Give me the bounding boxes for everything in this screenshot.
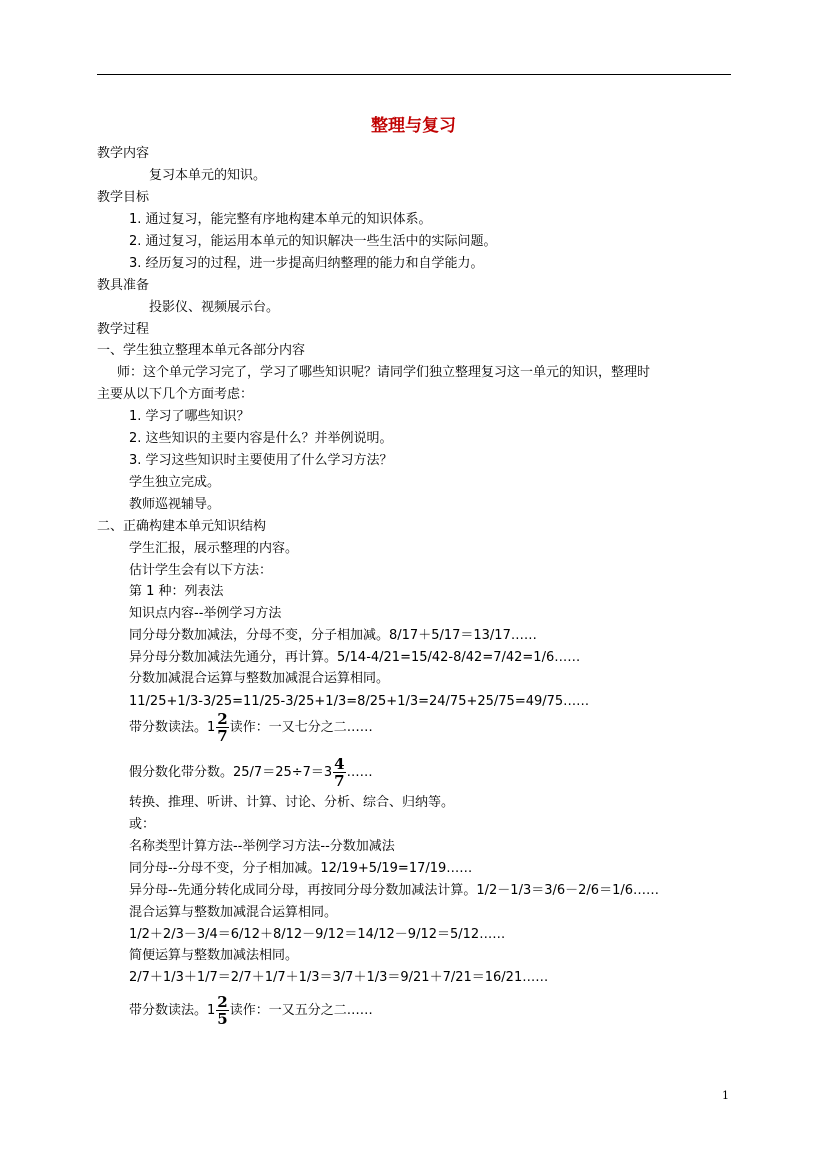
paragraph: 异分母分数加减法先通分，再计算。5/14-4/21=15/42-8/42=7/42=1/6…… bbox=[129, 650, 581, 665]
paragraph: 主要从以下几个方面考虑： bbox=[97, 387, 254, 402]
page-title: 整理与复习 bbox=[371, 116, 456, 136]
paragraph: 学生独立完成。 bbox=[129, 475, 221, 490]
heading-objectives: 教学目标 bbox=[97, 190, 150, 205]
heading-process: 教学过程 bbox=[97, 322, 150, 337]
paragraph: 异分母--先通分转化成同分母，再按同分母分数加减法计算。1/2－1/3＝3/6－2/6＝1/6…… bbox=[129, 883, 659, 898]
fraction bbox=[333, 756, 345, 789]
paragraph: 投影仪、视频展示台。 bbox=[149, 300, 280, 315]
line-text: 读作：一又七分之二…… bbox=[229, 720, 373, 735]
list-item: 3. 经历复习的过程，进一步提高归纳整理的能力和自学能力。 bbox=[129, 256, 484, 271]
section-heading: 二、正确构建本单元知识结构 bbox=[97, 519, 267, 534]
list-item: 3. 学习这些知识时主要使用了什么学习方法？ bbox=[129, 453, 393, 468]
fraction bbox=[216, 711, 228, 744]
paragraph: 教师巡视辅导。 bbox=[129, 497, 221, 512]
paragraph: 分数加减混合运算与整数加减混合运算相同。 bbox=[129, 671, 390, 686]
page-number: 1 bbox=[722, 1089, 729, 1102]
line-text: 带分数读法。1 bbox=[129, 1003, 216, 1018]
fraction bbox=[216, 994, 228, 1027]
mixed-number-line bbox=[129, 711, 373, 744]
line-text: …… bbox=[346, 765, 373, 780]
paragraph: 名称类型计算方法--举例学习方法--分数加减法 bbox=[129, 839, 395, 854]
paragraph: 估计学生会有以下方法： bbox=[129, 563, 273, 578]
fraction-numerator: 2 bbox=[217, 993, 228, 1011]
heading-content: 教学内容 bbox=[97, 146, 150, 161]
paragraph: 简便运算与整数加减法相同。 bbox=[129, 948, 299, 963]
list-item: 2. 这些知识的主要内容是什么？并举例说明。 bbox=[129, 431, 393, 446]
paragraph: 2/7＋1/3＋1/7＝2/7＋1/7＋1/3＝3/7＋1/3＝9/21＋7/21＝16/21…… bbox=[129, 970, 549, 985]
list-item: 2. 通过复习，能运用本单元的知识解决一些生活中的实际问题。 bbox=[129, 234, 497, 249]
paragraph: 师：这个单元学习完了，学习了哪些知识呢？请同学们独立整理复习这一单元的知识，整理时 bbox=[117, 365, 651, 380]
paragraph: 1/2＋2/3－3/4＝6/12＋8/12－9/12＝14/12－9/12＝5/12…… bbox=[129, 927, 506, 942]
paragraph: 复习本单元的知识。 bbox=[149, 168, 267, 183]
line-text: 读作：一又五分之二…… bbox=[229, 1003, 373, 1018]
fraction-denominator: 7 bbox=[334, 772, 345, 790]
paragraph: 转换、推理、听讲、计算、讨论、分析、综合、归纳等。 bbox=[129, 795, 455, 810]
mixed-number-line bbox=[129, 994, 373, 1027]
paragraph: 混合运算与整数加减混合运算相同。 bbox=[129, 905, 338, 920]
paragraph: 11/25+1/3-3/25=11/25-3/25+1/3=8/25+1/3=24/75+25/75=49/75…… bbox=[129, 694, 590, 709]
list-item: 1. 学习了哪些知识？ bbox=[129, 409, 250, 424]
section-heading: 一、学生独立整理本单元各部分内容 bbox=[97, 343, 306, 358]
paragraph: 知识点内容--举例学习方法 bbox=[129, 606, 282, 621]
paragraph: 第 1 种：列表法 bbox=[129, 584, 224, 599]
paragraph: 学生汇报，展示整理的内容。 bbox=[129, 541, 299, 556]
fraction-numerator: 4 bbox=[334, 755, 345, 773]
paragraph: 同分母分数加减法，分母不变，分子相加减。8/17＋5/17＝13/17…… bbox=[129, 628, 537, 643]
line-text: 假分数化带分数。25/7＝25÷7＝3 bbox=[129, 765, 333, 780]
heading-tools: 教具准备 bbox=[97, 278, 150, 293]
fraction-denominator: 5 bbox=[217, 1010, 228, 1028]
fraction-numerator: 2 bbox=[217, 710, 228, 728]
paragraph: 同分母--分母不变，分子相加减。12/19+5/19=17/19…… bbox=[129, 861, 473, 876]
header-rule bbox=[97, 74, 731, 75]
line-text: 带分数读法。1 bbox=[129, 720, 216, 735]
paragraph: 或： bbox=[129, 817, 156, 832]
list-item: 1. 通过复习，能完整有序地构建本单元的知识体系。 bbox=[129, 212, 432, 227]
mixed-number-line bbox=[129, 756, 373, 789]
fraction-denominator: 7 bbox=[217, 727, 228, 745]
